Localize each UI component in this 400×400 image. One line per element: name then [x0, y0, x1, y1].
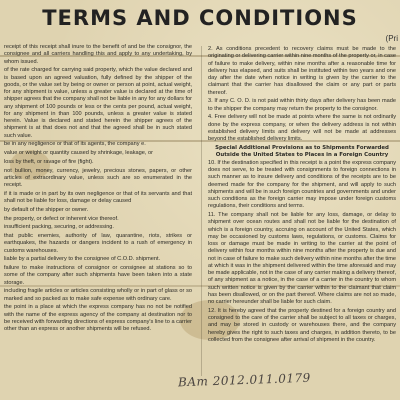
- left-paragraph: of the rate charged for carrying said property, which the value declared and is based upon an agreed valuation, fully defined by the shipper of the goods, or the value set by being or owner or person at point, actual weight, for any shipment is value, unless a greater value is declared at the time of shipper agrees that the company shall not be liable in any for any dollars for any shipment of 100 pounds or less or the cents per pound, actual weight, for any shipment in than 100 pounds, unless a greater value is stated herein. Value is declared and stated herein the shipper agrees of the shipment is at that does not and that the agreed shall be in such stated such value.: [4, 67, 192, 139]
- document-title: TERMS AND CONDITIONS: [42, 6, 358, 30]
- right-paragraph: 4. Free delivery will not be made at points where the same is not ordinarily done by the express company, or when the delivery address is not within established delivery limits and delivery will not be made at addresses beyond the established delivery limits.: [208, 114, 396, 142]
- left-paragraph: failure to make instructions of consignor or consignee at stations so to some of the company after such shipments have been taken into a state storage.: [4, 265, 192, 286]
- corner-label: (Pri: [385, 34, 398, 43]
- column-divider: [201, 46, 202, 376]
- left-paragraph: by default of the shipper or owner.: [4, 206, 89, 213]
- left-paragraph: including fragile articles or articles consisting wholly or in part of glass or so marked and so packed as to make safe expense with ordinary care.: [4, 288, 192, 302]
- right-paragraph: 11. The company shall not be liable for any loss, damage, or delay to shipment over ocean routes and shall not be liable for the destination of which is a foreign country, accruing on account of the United States, which may be occasioned by customs laws, regulations, or customs. Claims for loss or damage must be made in writing to the carrier at the point of delivery within four months within nine months after the property is due and not in case of failure to make such delivery within nine months after the time at which it was in the shipment delivered within the time aforesaid and may be made applicable, not in the case of any carrier making a delivery thereof, of any shipment as a notice, in the case of a carrier in the country to whom such written notice is given by the carrier within to the claimant that claim has been disallowed, or on the part thereof. Where claims are not so made, no carrier hereunder shall be liable for such claim.: [208, 212, 396, 306]
- left-paragraph: if it is made or in part by its own negligence or that of its servants and that shall not be liable for loss, damage or delay caused: [4, 190, 192, 204]
- right-paragraph: 10. If the destination specified in this receipt is a point the express company does not serve, to be treated with consignments to foreign connections in such manner as to insure delivery and conditions of the receipts are to be deemed made for the company for the shipment, and will apply to such shipments and will be in such foreign countries and governments and under such conditions as the foreign carrier may impose under foreign customs regulations, their conditions and terms.: [208, 159, 396, 210]
- left-column: [4, 44, 192, 335]
- left-paragraph: liable by a partial delivery to the consignee of C.O.D. shipment.: [4, 256, 161, 263]
- right-paragraph: 3. If any C. O. D. is not paid within thirty days after delivery has been made to the shipper the company may return the property to the consignor.: [208, 98, 396, 112]
- right-paragraph: 12. It is hereby agreed that the property destined for a foreign country and consigned to the care of the carrier shall be subject to all taxes or charges, and may be stored in custody or warehouses there, and the company hereby gives the right to such taxes and charges, in addition thereto, to be collected from the consignee after arrival of shipment in the country.: [208, 307, 396, 343]
- left-paragraph: value or weight or quantity caused by shrinkage, leakage, or: [4, 150, 153, 156]
- right-column: [208, 46, 396, 346]
- section-heading: Special Additional Provisions as to Shipments Forwarded Outside the United States to Places in a Foreign Country: [215, 144, 389, 158]
- left-paragraph: insufficient packing, securing, or addressing.: [4, 224, 114, 231]
- left-paragraph: not bullion, money, currency, jewelry, precious stones, papers, or other articles of extraordinary value, unless such are so enumerated in the receipt.: [4, 167, 192, 188]
- left-paragraph: the point in a place at which the express company has no not be notified with the name of the express agency of the company at destination nor to be received with forwarding directions of express company's line to a carrier other than an express or another shipments will be refused.: [4, 304, 192, 332]
- right-paragraph: 2. As conditions precedent to recovery claims must be made to the originating or delivering carrier within nine months of the property or, in case of failure to make delivery, within nine months after a reasonable time for delivery has elapsed, and suits shall be instituted within two years and one day after the date when notice in writing is given by the carrier to the claimant that the carrier has disallowed the claim or any part or parts thereof.: [208, 46, 396, 96]
- left-paragraph: loss by theft, or ravage of fire (fight).: [4, 158, 94, 165]
- left-paragraph: the property, or defect or inherent vice thereof.: [4, 215, 119, 222]
- handwritten-accession-number: BAm 2012.011.0179: [177, 370, 312, 390]
- left-paragraph: receipt of this receipt shall inure to the benefit of and be the consignor, the consignee and all carriers handling this and apply to any undertaking, by whom issued.: [4, 44, 192, 65]
- left-paragraph: that public enemies, authority of law, quarantine, riots, strikes or earthquakes, the hazards or dangers incident to a rush of emergency in customs warehouses.: [4, 233, 192, 254]
- left-paragraph: be in any negligence or that of its agents, the company e.: [4, 141, 146, 148]
